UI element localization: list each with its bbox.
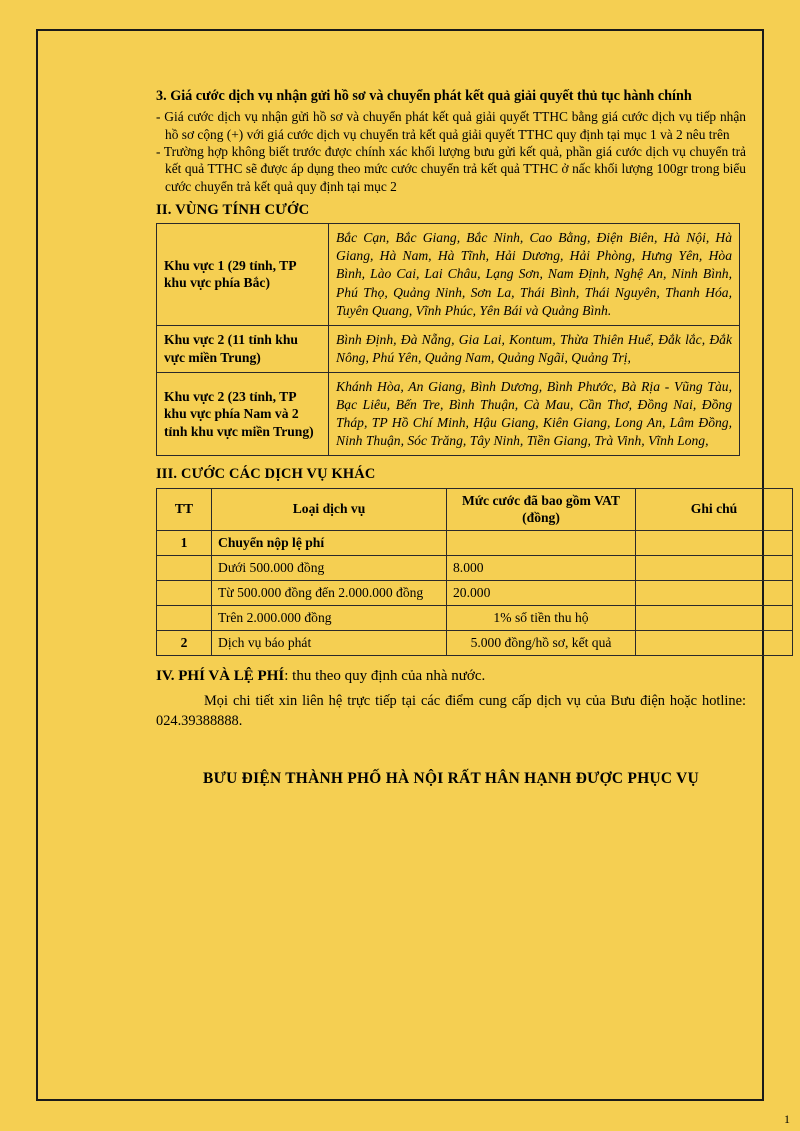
zone-1-name: Khu vực 1 (29 tỉnh, TP khu vực phía Bắc): [157, 224, 329, 325]
page-border: [36, 29, 764, 1101]
col-header-tt: TT: [157, 489, 212, 531]
row-4-note: [636, 606, 793, 631]
row-1-tt: 1: [157, 531, 212, 556]
zone-1-list: Bắc Cạn, Bắc Giang, Bắc Ninh, Cao Bằng, Điện Biên, Hà Nội, Hà Giang, Hà Nam, Hà Tĩnh, Hải Dương, Hải Phòng, Hưng Yên, Hòa Bình, Lào Cai, Lai Châu, Lạng Sơn, Nam Định, Nghệ An, Ninh Bình, Phú Thọ, Quảng Ninh, Sơn La, Thái Bình, Thái Nguyên, Thanh Hóa, Tuyên Quang, Vĩnh Phúc, Yên Bái và Quảng Bình.: [329, 224, 740, 325]
row-1-rate: [447, 531, 636, 556]
table-row: [157, 556, 793, 581]
row-2-rate: 8.000: [447, 556, 636, 581]
zone-3-list: Khánh Hòa, An Giang, Bình Dương, Bình Phước, Bà Rịa - Vũng Tàu, Bạc Liêu, Bến Tre, Bình Thuận, Cà Mau, Cần Thơ, Đồng Nai, Đồng Tháp, TP Hồ Chí Minh, Hậu Giang, Kiên Giang, Long An, Lâm Đồng, Ninh Thuận, Sóc Trăng, Tây Ninh, Tiền Giang, Trà Vinh, Vĩnh Long,: [329, 372, 740, 455]
row-2-service: Dưới 500.000 đồng: [212, 556, 447, 581]
row-3-note: [636, 581, 793, 606]
contact-text: Mọi chi tiết xin liên hệ trực tiếp tại các điểm cung cấp dịch vụ của Bưu điện hoặc hotline: 024.39388888.: [156, 693, 746, 730]
section-4-heading-rest: : thu theo quy định của nhà nước.: [284, 668, 486, 685]
table-row: [157, 372, 740, 455]
row-1-note: [636, 531, 793, 556]
section-4-heading: [156, 668, 746, 685]
table-row: [157, 224, 740, 325]
row-5-rate: 5.000 đồng/hồ sơ, kết quả: [447, 631, 636, 656]
section-4-heading-label: IV. PHÍ VÀ LỆ PHÍ: [156, 668, 285, 685]
slogan-text: BƯU ĐIỆN THÀNH PHỐ HÀ NỘI RẤT HÂN HẠNH ĐƯỢC PHỤC VỤ: [203, 769, 699, 787]
other-services-fee-table: [156, 488, 793, 656]
table-row: [157, 531, 793, 556]
row-4-service: Trên 2.000.000 đồng: [212, 606, 447, 631]
zone-table: [156, 223, 740, 456]
row-4-rate: 1% số tiền thu hộ: [447, 606, 636, 631]
row-1-service: Chuyển nộp lệ phí: [212, 531, 447, 556]
section-3-bullet-1: [156, 108, 746, 143]
table-row: [157, 606, 793, 631]
row-5-tt: 2: [157, 631, 212, 656]
table-row: [157, 631, 793, 656]
col-header-rate: Mức cước đã bao gồm VAT (đồng): [447, 489, 636, 531]
page-number: 1: [784, 1112, 790, 1126]
section-3-bullet-2: [156, 143, 746, 195]
table-row: [157, 325, 740, 372]
col-header-note: Ghi chú: [636, 489, 793, 531]
row-4-tt: [157, 606, 212, 631]
table-header-row: [157, 489, 793, 531]
zone-2-list: Bình Định, Đà Nẵng, Gia Lai, Kontum, Thừa Thiên Huế, Đắk lắc, Đắk Nông, Phú Yên, Quảng Nam, Quảng Ngãi, Quảng Trị,: [329, 325, 740, 372]
row-5-note: [636, 631, 793, 656]
section-3-bullet-2-text: - Trường hợp không biết trước được chính xác khối lượng bưu gửi kết quả, phần giá cước dịch vụ chuyển trả kết quả TTHC sẽ được áp dụng theo mức cước chuyển trả kết quả TTHC ở nấc khối lượng 100gr trong biểu cước chuyển trả kết quả quy định tại mục 2: [156, 144, 746, 194]
section-3-bullet-1-text: - Giá cước dịch vụ nhận gửi hồ sơ và chuyển phát kết quả giải quyết TTHC bằng giá cước dịch vụ tiếp nhận hồ sơ cộng (+) với giá cước dịch vụ chuyển trả kết quả giải quyết TTHC quy định tại mục 1 và 2 nêu trên: [156, 109, 746, 142]
row-3-service: Từ 500.000 đồng đến 2.000.000 đồng: [212, 581, 447, 606]
section-3-title: 3. Giá cước dịch vụ nhận gửi hồ sơ và chuyển phát kết quả giải quyết thủ tục hành chính: [156, 88, 692, 104]
section-3b-heading: III. CƯỚC CÁC DỊCH VỤ KHÁC: [156, 466, 376, 483]
row-3-rate: 20.000: [447, 581, 636, 606]
document-content: [156, 87, 746, 803]
row-5-service: Dịch vụ báo phát: [212, 631, 447, 656]
col-header-service: Loại dịch vụ: [212, 489, 447, 531]
row-2-tt: [157, 556, 212, 581]
row-3-tt: [157, 581, 212, 606]
row-2-note: [636, 556, 793, 581]
table-row: [157, 581, 793, 606]
zone-2-name: Khu vực 2 (11 tỉnh khu vực miền Trung): [157, 325, 329, 372]
section-2-heading: II. VÙNG TÍNH CƯỚC: [156, 202, 310, 219]
zone-3-name: Khu vực 2 (23 tỉnh, TP khu vực phía Nam và 2 tỉnh khu vực miền Trung): [157, 372, 329, 455]
contact-paragraph: [156, 691, 746, 731]
